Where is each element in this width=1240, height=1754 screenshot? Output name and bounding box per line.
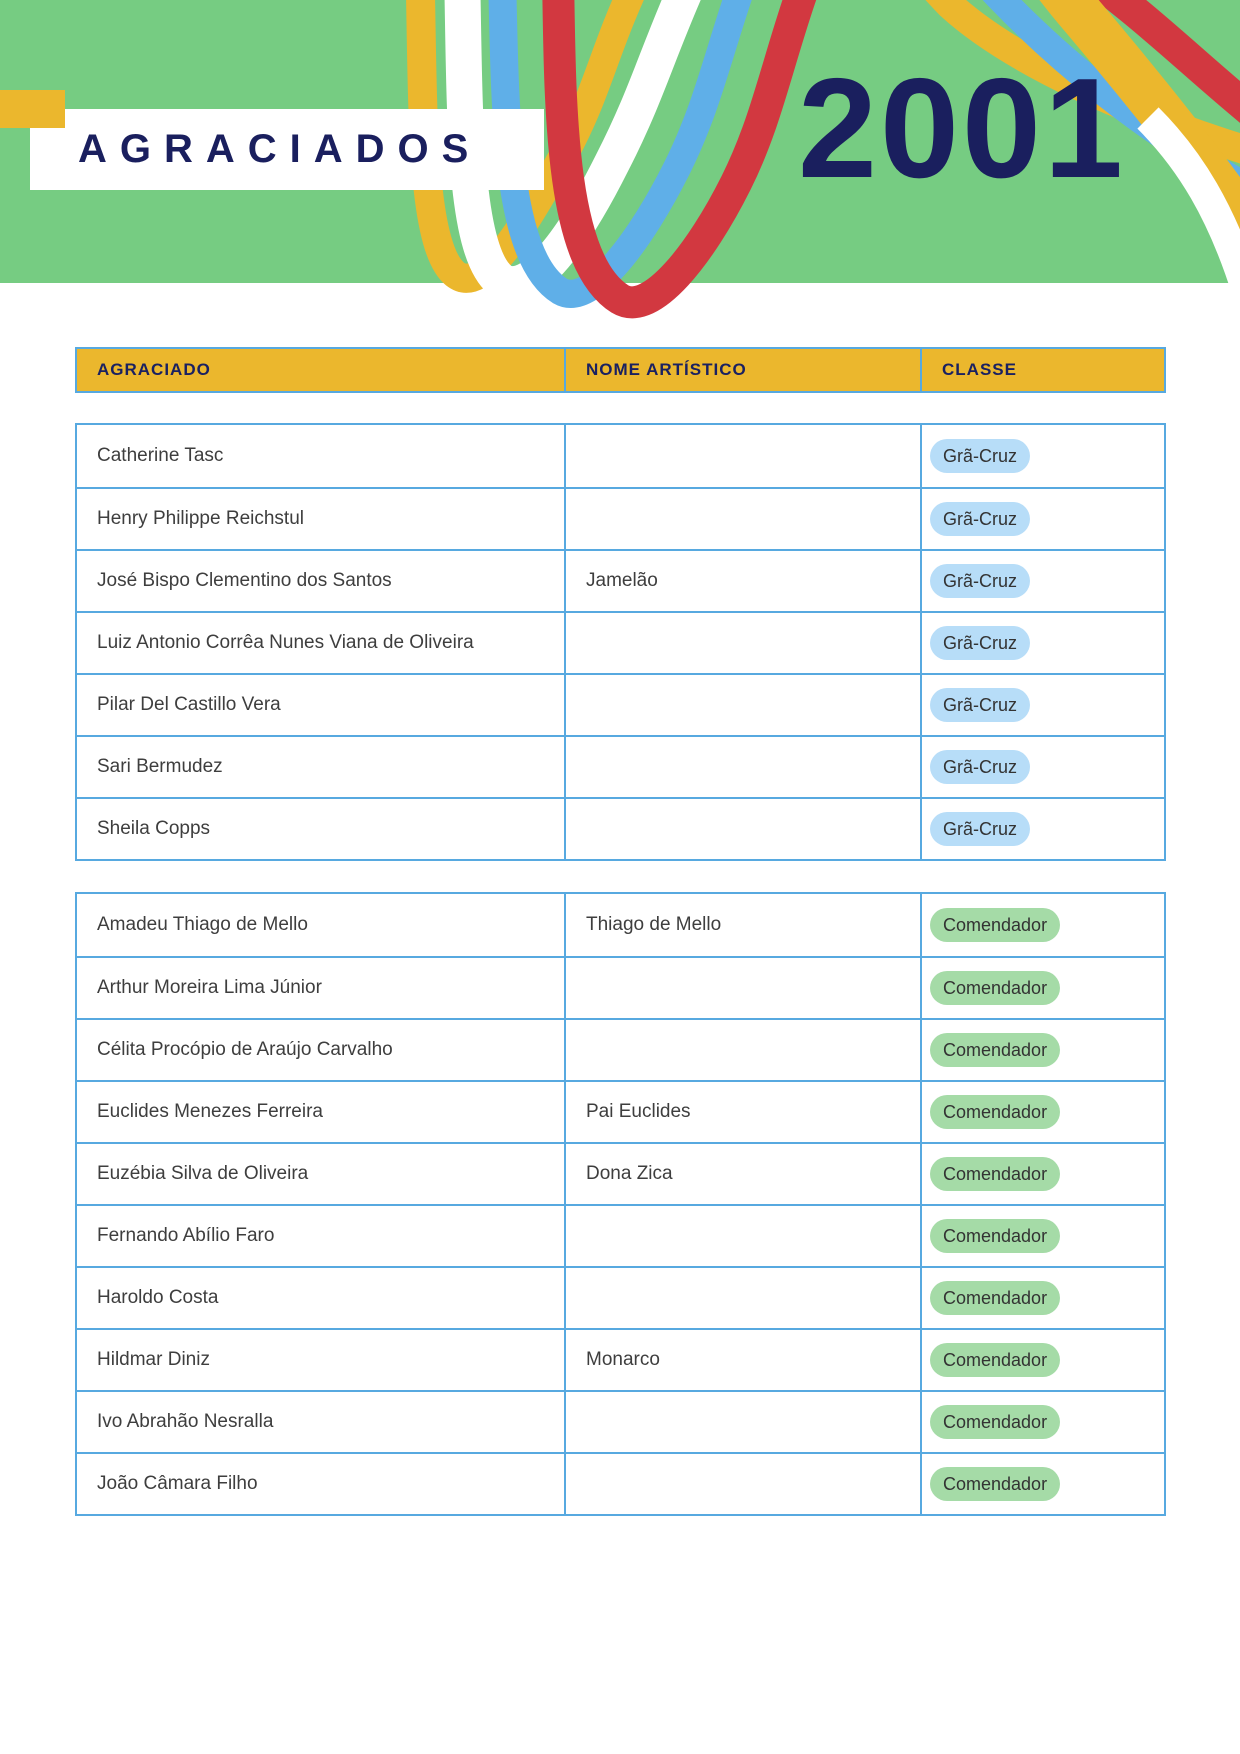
honoree-name: Hildmar Diniz: [97, 1349, 210, 1370]
class-cell: [920, 958, 1164, 1018]
honoree-name-cell: [77, 551, 564, 611]
column-header-nome-artistico: NOME ARTÍSTICO: [564, 349, 920, 391]
class-cell: [920, 1330, 1164, 1390]
honoree-name-cell: [77, 737, 564, 797]
artistic-name: Monarco: [586, 1349, 660, 1370]
class-cell: [920, 1392, 1164, 1452]
table-section-comendador: [75, 892, 1166, 1516]
honoree-name: Luiz Antonio Corrêa Nunes Viana de Oliveira: [97, 632, 474, 653]
artistic-name-cell: [564, 1330, 920, 1390]
class-badge: Comendador: [930, 1343, 1060, 1377]
class-badge: Comendador: [930, 1219, 1060, 1253]
table-row: [77, 1018, 1164, 1080]
class-cell: [920, 425, 1164, 487]
honoree-name-cell: [77, 1392, 564, 1452]
table-row: [77, 611, 1164, 673]
honoree-name: Arthur Moreira Lima Júnior: [97, 977, 322, 998]
honoree-name-cell: [77, 1020, 564, 1080]
class-badge: Comendador: [930, 1095, 1060, 1129]
table-section-gra-cruz: [75, 423, 1166, 861]
class-badge: Grã-Cruz: [930, 564, 1030, 598]
artistic-name-cell: [564, 958, 920, 1018]
class-badge: Comendador: [930, 908, 1060, 942]
honoree-name: Euzébia Silva de Oliveira: [97, 1163, 309, 1184]
honoree-name-cell: [77, 1330, 564, 1390]
honorees-table: [75, 347, 1166, 1516]
column-header-agraciado: AGRACIADO: [97, 360, 211, 379]
class-badge: Comendador: [930, 1157, 1060, 1191]
honoree-name: José Bispo Clementino dos Santos: [97, 570, 392, 591]
artistic-name-cell: [564, 675, 920, 735]
honoree-name: Ivo Abrahão Nesralla: [97, 1411, 274, 1432]
class-badge: Comendador: [930, 971, 1060, 1005]
class-cell: [920, 613, 1164, 673]
table-row: [77, 735, 1164, 797]
honoree-name-cell: [77, 1206, 564, 1266]
class-badge: Comendador: [930, 1467, 1060, 1501]
artistic-name: Pai Euclides: [586, 1101, 691, 1122]
class-badge: Grã-Cruz: [930, 750, 1030, 784]
honoree-name: Sari Bermudez: [97, 756, 223, 777]
class-cell: [920, 1144, 1164, 1204]
artistic-name-cell: [564, 1454, 920, 1514]
table-row: [77, 1142, 1164, 1204]
class-badge: Comendador: [930, 1033, 1060, 1067]
table-row: [77, 797, 1164, 859]
honoree-name-cell: [77, 1144, 564, 1204]
class-cell: [920, 1020, 1164, 1080]
honoree-name-cell: [77, 1268, 564, 1328]
title-strip: [30, 109, 544, 190]
artistic-name-cell: [564, 1144, 920, 1204]
honoree-name: Amadeu Thiago de Mello: [97, 914, 308, 935]
artistic-name-cell: [564, 1268, 920, 1328]
class-cell: [920, 489, 1164, 549]
artistic-name-cell: [564, 425, 920, 487]
honoree-name: Célita Procópio de Araújo Carvalho: [97, 1039, 393, 1060]
section-gap: [75, 861, 1166, 892]
artistic-name-cell: [564, 1082, 920, 1142]
artistic-name-cell: [564, 1020, 920, 1080]
class-badge: Grã-Cruz: [930, 439, 1030, 473]
table-row: [77, 487, 1164, 549]
class-badge: Grã-Cruz: [930, 812, 1030, 846]
class-cell: [920, 675, 1164, 735]
honoree-name: Catherine Tasc: [97, 445, 224, 466]
honoree-name-cell: [77, 1454, 564, 1514]
honoree-name-cell: [77, 489, 564, 549]
class-badge: Grã-Cruz: [930, 688, 1030, 722]
class-badge: Comendador: [930, 1405, 1060, 1439]
honoree-name-cell: [77, 894, 564, 956]
class-cell: [920, 1082, 1164, 1142]
honoree-name-cell: [77, 425, 564, 487]
class-cell: [920, 1268, 1164, 1328]
year-label: 2001: [798, 49, 1126, 208]
artistic-name: Thiago de Mello: [586, 914, 722, 935]
table-row: [77, 549, 1164, 611]
table-row: [77, 673, 1164, 735]
table-row: [77, 1266, 1164, 1328]
artistic-name: Jamelão: [586, 570, 658, 591]
honoree-name: Sheila Copps: [97, 818, 211, 839]
artistic-name-cell: [564, 613, 920, 673]
artistic-name-cell: [564, 894, 920, 956]
table-row: [77, 1204, 1164, 1266]
class-cell: [920, 799, 1164, 859]
honoree-name-cell: [77, 675, 564, 735]
artistic-name: Dona Zica: [586, 1163, 673, 1184]
honoree-name-cell: [77, 958, 564, 1018]
honoree-name: João Câmara Filho: [97, 1473, 258, 1494]
section-gap: [75, 393, 1166, 423]
honoree-name: Haroldo Costa: [97, 1287, 219, 1308]
page-title: AGRACIADOS: [78, 127, 482, 171]
class-cell: [920, 1206, 1164, 1266]
honoree-name: Fernando Abílio Faro: [97, 1225, 275, 1246]
table-row: [77, 894, 1164, 956]
class-cell: [920, 551, 1164, 611]
class-cell: [920, 1454, 1164, 1514]
honoree-name: Henry Philippe Reichstul: [97, 508, 304, 529]
artistic-name-cell: [564, 489, 920, 549]
artistic-name-cell: [564, 799, 920, 859]
table-row: [77, 1390, 1164, 1452]
table-row: [77, 1080, 1164, 1142]
honoree-name-cell: [77, 799, 564, 859]
class-badge: Grã-Cruz: [930, 626, 1030, 660]
class-cell: [920, 894, 1164, 956]
artistic-name-cell: [564, 737, 920, 797]
honoree-name: Euclides Menezes Ferreira: [97, 1101, 323, 1122]
table-row: [77, 1328, 1164, 1390]
table-header-row: [75, 347, 1166, 393]
honoree-name-cell: [77, 613, 564, 673]
honoree-name-cell: [77, 1082, 564, 1142]
class-cell: [920, 737, 1164, 797]
table-row: [77, 1452, 1164, 1514]
honoree-name: Pilar Del Castillo Vera: [97, 694, 281, 715]
yellow-accent-block: [0, 90, 65, 128]
column-header-classe: CLASSE: [920, 349, 1164, 391]
artistic-name-cell: [564, 1206, 920, 1266]
class-badge: Grã-Cruz: [930, 502, 1030, 536]
artistic-name-cell: [564, 551, 920, 611]
artistic-name-cell: [564, 1392, 920, 1452]
table-row: [77, 956, 1164, 1018]
page-header: [0, 0, 1240, 283]
table-row: [77, 425, 1164, 487]
class-badge: Comendador: [930, 1281, 1060, 1315]
